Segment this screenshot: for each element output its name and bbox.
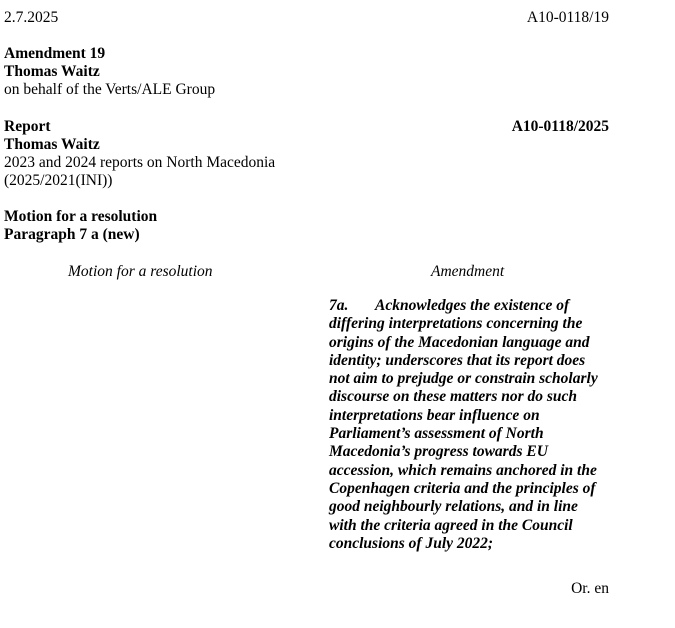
amendment-label: Amendment 19 (4, 45, 106, 62)
report-label: Report (4, 118, 51, 135)
amendment-text-line: good neighbourly relations, and in line (329, 498, 578, 516)
amendment-text (329, 297, 619, 553)
amendment-text-line: 7a. Acknowledges the existence of (329, 297, 570, 314)
column-header-amendment: Amendment (431, 263, 505, 280)
column-header-motion: Motion for a resolution (68, 263, 213, 280)
amendment-behalf: on behalf of the Verts/ALE Group (4, 81, 216, 98)
report-reference: A10-0118/2025 (511, 118, 609, 135)
document-date: 2.7.2025 (4, 9, 59, 26)
motion-paragraph: Paragraph 7 a (new) (4, 226, 140, 243)
amendment-text-line: Parliament’s assessment of North (329, 425, 544, 443)
amendment-text-line: interpretations bear influence on (329, 406, 540, 424)
report-title-line2: (2025/2021(INI)) (4, 172, 113, 189)
amendment-text-line: identity; underscores that its report does (329, 351, 586, 369)
original-language: Or. en (571, 580, 609, 597)
amendment-text-line: accession, which remains anchored in the (329, 461, 597, 479)
document-reference: A10-0118/19 (526, 9, 609, 26)
amendment-text-line: conclusions of July 2022; (329, 534, 494, 552)
motion-label: Motion for a resolution (4, 208, 158, 225)
amendment-author: Thomas Waitz (4, 63, 100, 80)
report-title-line1: 2023 and 2024 reports on North Macedonia (4, 154, 276, 171)
amendment-text-line: Copenhagen criteria and the principles of (329, 479, 596, 497)
amendment-number: 7a. (329, 297, 349, 314)
amendment-text-line: Macedonia’s progress towards EU (329, 443, 548, 461)
report-author: Thomas Waitz (4, 136, 100, 153)
amendment-text-line: differing interpretations concerning the (329, 315, 583, 333)
amendment-text-line: with the criteria agreed in the Council (329, 516, 573, 534)
amendment-text-line: origins of the Macedonian language and (329, 333, 590, 351)
amendment-text-line: not aim to prejudge or constrain scholarly (329, 370, 598, 388)
amendment-text-line: discourse on these matters nor do such (329, 388, 578, 406)
